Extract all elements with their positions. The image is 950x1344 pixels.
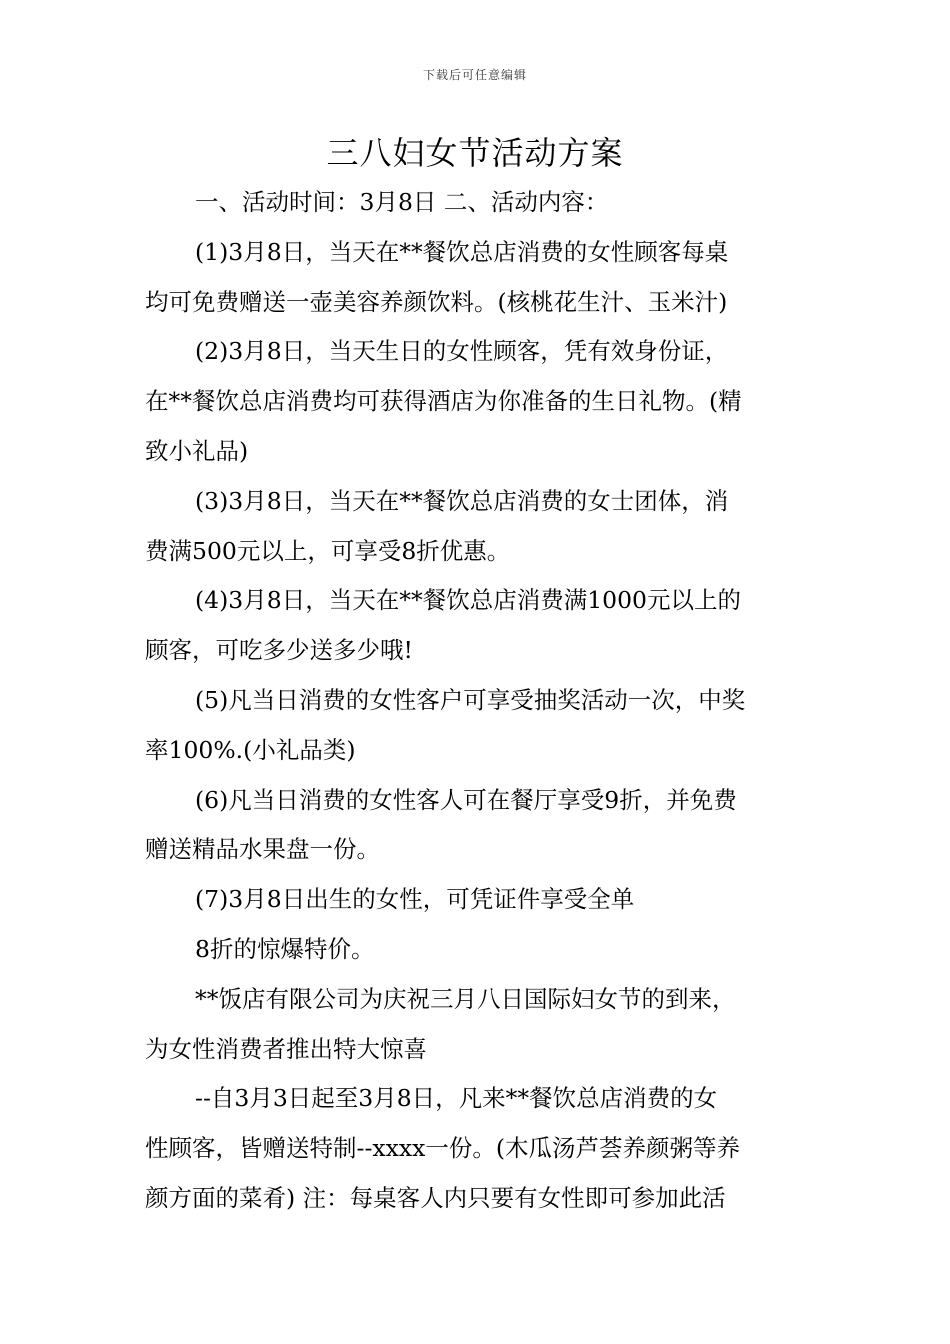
body-line: 率100%.(小礼品类) bbox=[145, 735, 356, 764]
body-line: 费满500元以上，可享受8折优惠。 bbox=[145, 536, 511, 565]
body-line: (7)3月8日出生的女性，可凭证件享受全单 bbox=[195, 885, 635, 914]
body-line: (4)3月8日，当天在**餐饮总店消费满1000元以上的 bbox=[195, 586, 741, 615]
body-line: (6)凡当日消费的女性客人可在餐厅享受9折，并免费 bbox=[195, 785, 737, 814]
body-line: 一、活动时间：3月8日 二、活动内容： bbox=[195, 188, 609, 216]
body-line: 颜方面的菜肴) 注：每桌客人内只要有女性即可参加此活 bbox=[145, 1183, 726, 1212]
body-line: --自3月3日起至3月8日，凡来**餐饮总店消费的女 bbox=[195, 1084, 718, 1113]
body-line: 性顾客，皆赠送特制--xxxx一份。(木瓜汤芦荟养颜粥等养 bbox=[145, 1134, 741, 1163]
body-line: **饭店有限公司为庆祝三月八日国际妇女节的到来， bbox=[195, 984, 736, 1013]
body-line: 均可免费赠送一壶美容养颜饮料。(核桃花生汁、玉米汁) bbox=[145, 287, 728, 316]
header-note: 下载后可任意编辑 bbox=[422, 68, 527, 82]
document-body bbox=[145, 178, 810, 1224]
body-line: (3)3月8日，当天在**餐饮总店消费的女士团体，消 bbox=[195, 486, 729, 515]
body-line: 顾客，可吃多少送多少哦! bbox=[145, 636, 413, 665]
body-line: 赠送精品水果盘一份。 bbox=[145, 835, 380, 864]
body-line: (2)3月8日，当天生日的女性顾客，凭有效身份证， bbox=[195, 337, 729, 366]
body-line: 在**餐饮总店消费均可获得酒店为你准备的生日礼物。(精 bbox=[145, 387, 742, 416]
body-line: 为女性消费者推出特大惊喜 bbox=[145, 1034, 427, 1063]
body-line: (1)3月8日，当天在**餐饮总店消费的女性顾客每桌 bbox=[195, 237, 729, 266]
body-line: 8折的惊爆特价。 bbox=[195, 934, 375, 963]
document-title: 三八妇女节活动方案 bbox=[326, 134, 624, 172]
body-line: 致小礼品) bbox=[145, 436, 249, 465]
body-line: (5)凡当日消费的女性客户可享受抽奖活动一次，中奖 bbox=[195, 685, 746, 714]
